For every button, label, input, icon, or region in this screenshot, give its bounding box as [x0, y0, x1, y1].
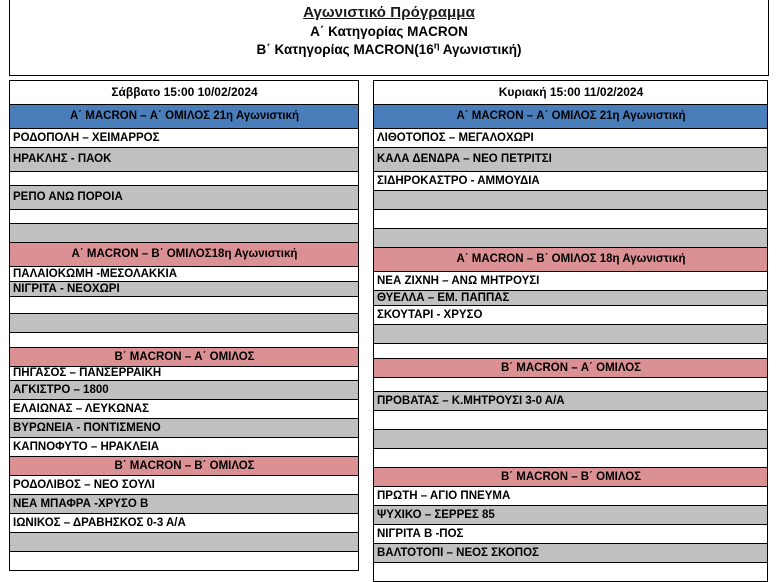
fixture-row: ΑΓΚΙΣΤΡΟ – 1800 — [10, 381, 358, 400]
group-header-row: Β΄ MACRON – Α΄ ΟΜΙΛΟΣ — [10, 348, 358, 367]
fixture-row: ΨΥΧΙΚΟ – ΣΕΡΡΕΣ 85 — [374, 506, 767, 525]
spacer-row — [374, 191, 767, 210]
category-b-text-tail: Αγωνιστική) — [439, 42, 522, 57]
fixture-row: ΚΑΛΑ ΔΕΝΔΡΑ – ΝΕΟ ΠΕΤΡΙΤΣΙ — [374, 148, 767, 172]
fixture-row: ΡΟΔΟΛΙΒΟΣ – ΝΕΟ ΣΟΥΛΙ — [10, 476, 358, 495]
fixture-row: ΡΟΔΟΠΟΛΗ – ΧΕΙΜΑΡΡΟΣ — [10, 129, 358, 148]
group-header-row: Α΄ MACRON – Α΄ ΟΜΙΛΟΣ 21η Αγωνιστική — [374, 105, 767, 129]
spacer-row — [10, 210, 358, 224]
fixture-row: ΝΕΑ ΜΠΑΦΡΑ -ΧΡΥΣΟ Β — [10, 495, 358, 514]
spacer-row — [374, 449, 767, 468]
fixture-row: ΡΕΠΟ ΑΝΩ ΠΟΡΟΙΑ — [10, 186, 358, 210]
category-a-subtitle: Α΄ Κατηγορίας MACRON — [310, 24, 468, 39]
spacer-row — [10, 297, 358, 314]
category-b-text: Β΄ Κατηγορίας MACRON(16 — [256, 42, 434, 57]
group-header-row: Β΄ MACRON – Β΄ ΟΜΙΛΟΣ — [10, 457, 358, 476]
fixture-row: ΙΩΝΙΚΟΣ – ΔΡΑΒΗΣΚΟΣ 0-3 Α/Α — [10, 514, 358, 533]
group-header-row: Α΄ MACRON – Β΄ ΟΜΙΛΟΣ 18η Αγωνιστική — [374, 248, 767, 272]
spacer-row — [374, 563, 767, 582]
category-b-subtitle — [10, 41, 768, 59]
spacer-row — [374, 210, 767, 229]
fixture-row: ΘΥΕΛΛΑ – ΕΜ. ΠΑΠΠΑΣ — [374, 291, 767, 306]
fixture-row: ΝΙΓΡΙΤΑ - ΝΕΟΧΩΡΙ — [10, 282, 358, 297]
fixture-row: ΒΑΛΤΟΤΟΠΙ – ΝΕΟΣ ΣΚΟΠΟΣ — [374, 544, 767, 563]
spacer-row — [374, 344, 767, 359]
sunday-date-header: Κυριακή 15:00 11/02/2024 — [374, 81, 767, 105]
matchday-ordinal-suffix: η — [433, 40, 440, 52]
fixture-row: ΒΥΡΩΝΕΙΑ - ΠΟΝΤΙΣΜΕΝΟ — [10, 419, 358, 438]
program-title-box — [9, 0, 769, 76]
fixture-row: ΠΡΩΤΗ – ΑΓΙΟ ΠΝΕΥΜΑ — [374, 487, 767, 506]
fixture-row: ΣΙΔΗΡΟΚΑΣΤΡΟ - ΑΜΜΟΥΔΙΑ — [374, 172, 767, 191]
fixture-row: ΗΡΑΚΛΗΣ - ΠΑΟΚ — [10, 148, 358, 172]
group-header-row: Β΄ MACRON – Β΄ ΟΜΙΛΟΣ — [374, 468, 767, 487]
fixture-row: ΣΚΟΥΤΑΡΙ - ΧΡΥΣΟ — [374, 306, 767, 325]
spacer-row — [374, 430, 767, 449]
spacer-row — [374, 325, 767, 344]
fixture-row: ΠΗΓΑΣΟΣ – ΠΑΝΣΕΡΡΑΙΚΗ — [10, 367, 358, 381]
spacer-row — [374, 378, 767, 392]
fixture-row: ΕΛΑΙΩΝΑΣ – ΛΕΥΚΩΝΑΣ — [10, 400, 358, 419]
group-header-row: Α΄ MACRON – Α΄ ΟΜΙΛΟΣ 21η Αγωνιστική — [10, 105, 358, 129]
fixture-row: ΠΡΟΒΑΤΑΣ – Κ.ΜΗΤΡΟΥΣΙ 3-0 Α/Α — [374, 392, 767, 411]
saturday-date-header: Σάββατο 15:00 10/02/2024 — [10, 81, 358, 105]
spacer-row — [10, 533, 358, 552]
saturday-fixture-table — [9, 80, 359, 571]
fixture-row: ΝΕΑ ΖΙΧΝΗ – ΑΝΩ ΜΗΤΡΟΥΣΙ — [374, 272, 767, 291]
group-header-row: Β΄ MACRON – Α΄ ΟΜΙΛΟΣ — [374, 359, 767, 378]
fixture-row: ΚΑΠΝΟΦΥΤΟ – ΗΡΑΚΛΕΙΑ — [10, 438, 358, 457]
spacer-row — [10, 172, 358, 186]
spacer-row — [10, 552, 358, 571]
group-header-row: Α΄ MACRON – Β΄ ΟΜΙΛΟΣ18η Αγωνιστική — [10, 243, 358, 267]
sunday-fixture-table — [373, 80, 768, 582]
spacer-row — [10, 224, 358, 243]
spacer-row — [10, 314, 358, 333]
spacer-row — [10, 333, 358, 348]
spacer-row — [374, 411, 767, 430]
fixture-row: ΛΙΘΟΤΟΠΟΣ – ΜΕΓΑΛΟΧΩΡΙ — [374, 129, 767, 148]
page-title: Αγωνιστικό Πρόγραμμα — [303, 4, 475, 21]
fixture-row: ΝΙΓΡΙΤΑ Β -ΠΟΣ — [374, 525, 767, 544]
fixture-row: ΠΑΛΑΙΟΚΩΜΗ -ΜΕΣΟΛΑΚΚΙΑ — [10, 267, 358, 282]
spacer-row — [374, 229, 767, 248]
